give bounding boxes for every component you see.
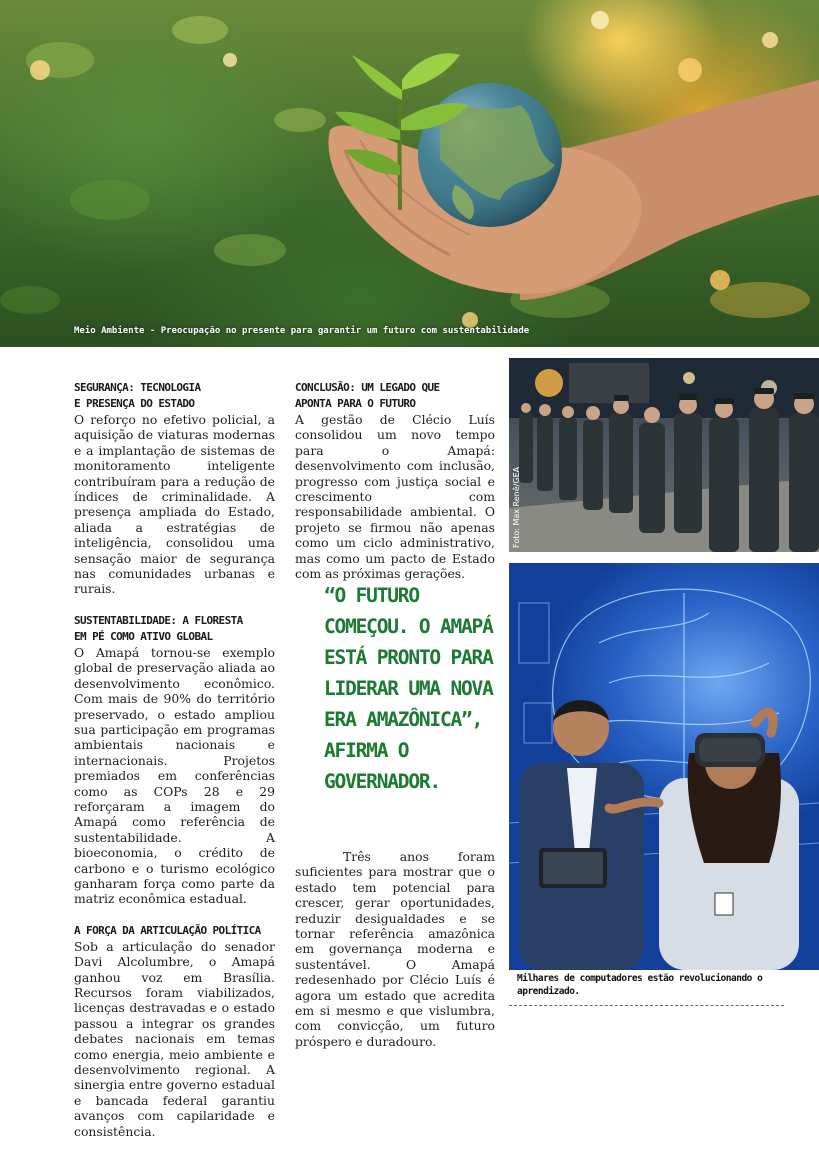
vr-illustration	[509, 563, 819, 970]
body-seguranca: O reforço no efetivo policial, a aquisição de viaturas modernas e a implantação de sistemas de monitoramento inteligente contribuíram para a redução de índices de criminalidade. A presença ampliada do Estado, aliada a estratégias de inteligência, consolidou uma sensação maior de segurança nas comunidades urbanas e rurais.	[74, 412, 275, 597]
heading-conclusao-line1: CONCLUSÃO: UM LEGADO QUE	[295, 381, 440, 394]
police-photo	[509, 358, 819, 552]
body-final: Três anos foram suficientes para mostrar que o estado tem potencial para crescer, gerar oportunidades, reduzir desigualdades e se tornar referência amazônica em governança moderna e sustentável. O Amapá redesenhado por Clécio Luís é agora um estado que acredita em si mesmo e que vislumbra, com convicção, um futuro próspero e duradouro.	[295, 849, 495, 1049]
vr-caption: Milhares de computadores estão revolucionando o aprendizado.	[509, 970, 819, 1002]
caption-divider	[509, 1005, 784, 1006]
body-conclusao: A gestão de Clécio Luís consolidou um novo tempo para o Amapá: desenvolvimento com inclusão, progresso com justiça social e crescimento com responsabilidade ambiental. O projeto se firmou não apenas como um ciclo administrativo, mas como um pacto de Estado com as próximas gerações.	[295, 412, 495, 582]
heading-articulacao	[74, 923, 275, 939]
middle-column	[295, 380, 495, 597]
heading-seguranca	[74, 380, 275, 412]
heading-seguranca-line2: E PRESENÇA DO ESTADO	[74, 397, 195, 410]
vr-photo	[509, 563, 819, 970]
heading-sustentabilidade	[74, 613, 275, 645]
police-illustration	[509, 358, 819, 552]
heading-sustentabilidade-line2: EM PÉ COMO ATIVO GLOBAL	[74, 629, 213, 643]
heading-conclusao-line2: APONTA PARA O FUTURO	[295, 397, 416, 410]
heading-seguranca-line1: SEGURANÇA: TECNOLOGIA	[74, 381, 201, 394]
heading-articulacao-line1: A FORÇA DA ARTICULAÇÃO POLÍTICA	[74, 923, 261, 937]
photo-credit: Foto: Max Renê/GEA	[512, 466, 521, 548]
hero-caption: Meio Ambiente - Preocupação no presente para garantir um futuro com sustentabilidade	[74, 326, 530, 336]
final-paragraph-block	[295, 849, 495, 1049]
body-sustentabilidade: O Amapá tornou-se exemplo global de preservação aliada ao desenvolvimento econômico. Com mais de 90% do território preservado, o estado ampliou sua participação em programas ambientais nacionais e internacionais. Projetos premiados em conferências como as COPs 28 e 29 reforçaram a imagem do Amapá como referência de sustentabilidade. A bioeconomia, o crédito de carbono e o turismo ecológico ganharam força como parte da matriz econômica estadual.	[74, 644, 275, 907]
hero-illustration	[0, 0, 819, 347]
body-articulacao: Sob a articulação do senador Davi Alcolumbre, o Amapá ganhou voz em Brasília. Recursos foram viabilizados, licenças destravadas e o estado passou a integrar os grandes debates nacionais em temas como energia, meio ambiente e desenvolvimento regional. A sinergia entre governo estadual e bancada federal garantiu avanços com capilaridade e consistência.	[74, 938, 275, 1139]
pull-quote: “O FUTURO COMEÇOU. O AMAPÁ ESTÁ PRONTO PARA LIDERAR UMA NOVA ERA AMAZÔNICA”, AFIRMA O GOVERNADOR.	[324, 584, 493, 793]
hero-image	[0, 0, 819, 347]
left-column	[74, 380, 275, 1155]
heading-sustentabilidade-line1: SUSTENTABILIDADE: A FLORESTA	[74, 613, 243, 627]
heading-conclusao	[295, 380, 495, 412]
